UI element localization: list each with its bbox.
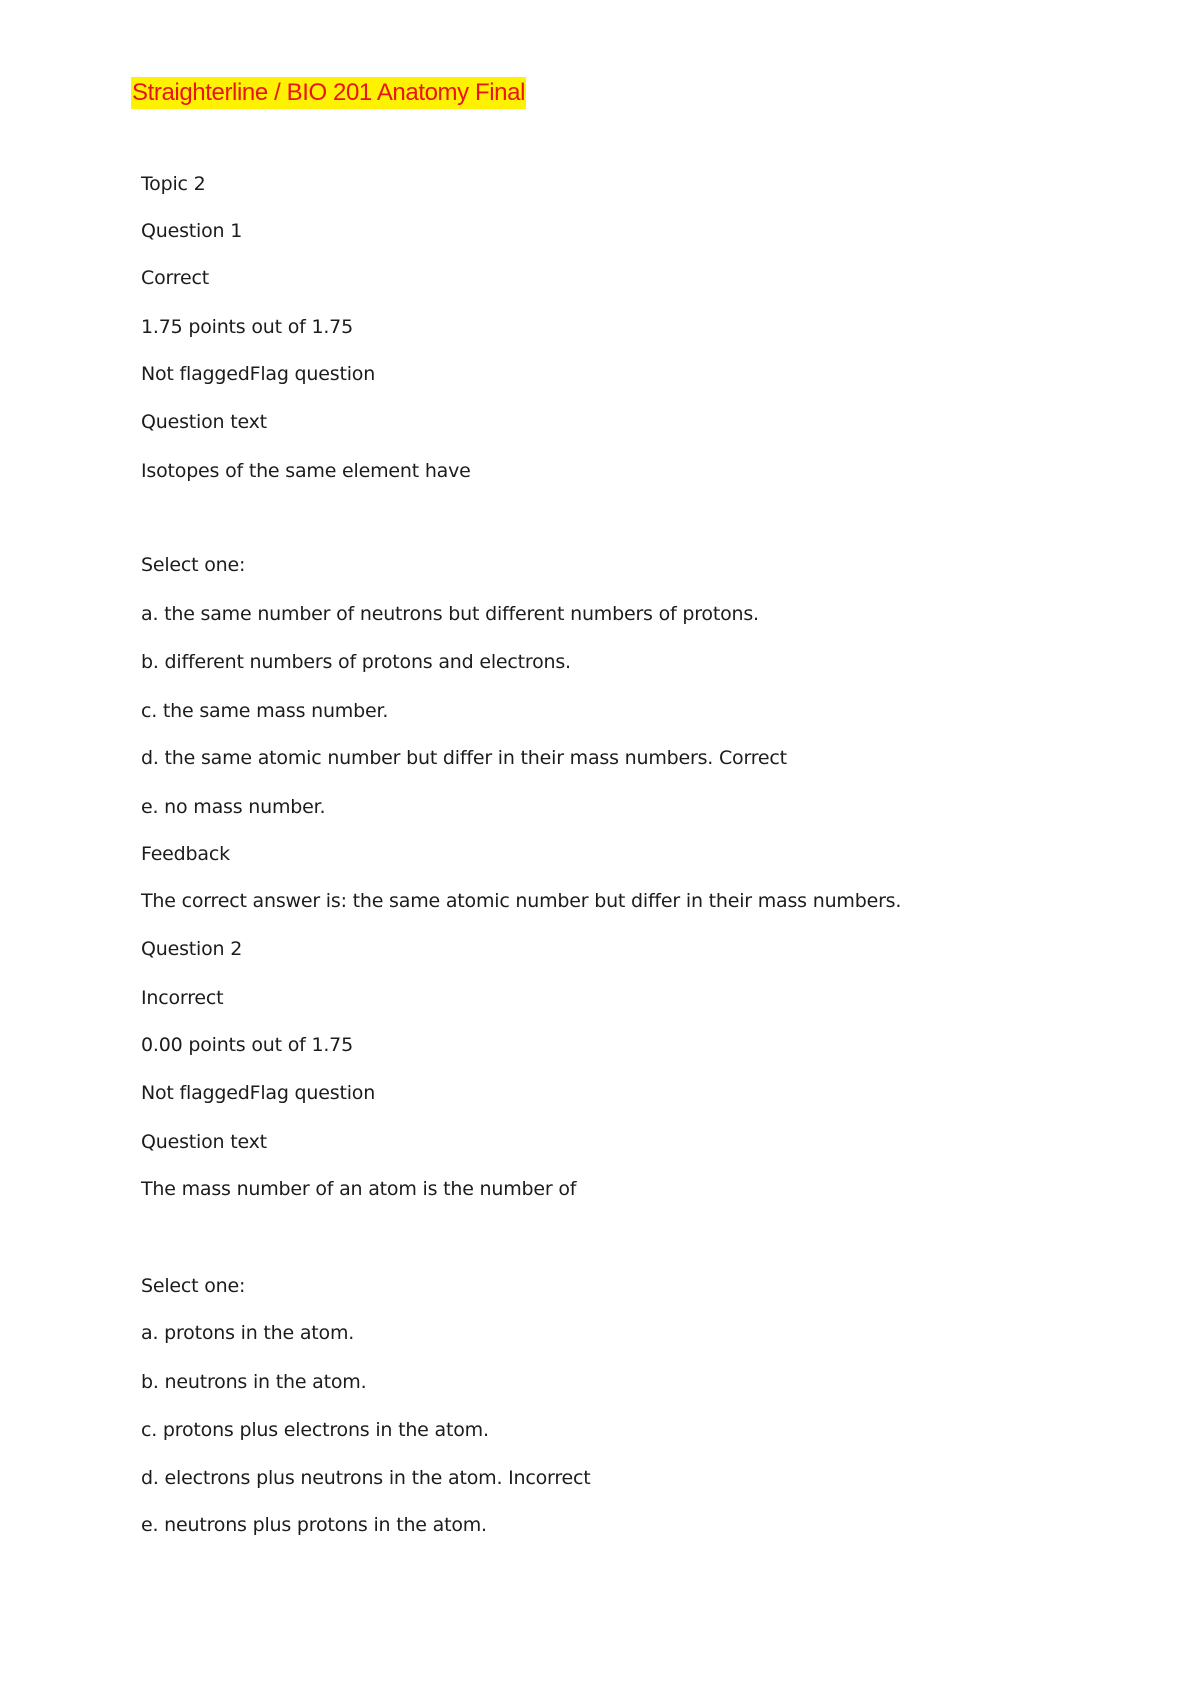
question-1-option-c: c. the same mass number. bbox=[141, 700, 389, 722]
question-1-status: Correct bbox=[141, 267, 209, 289]
question-2-option-c: c. protons plus electrons in the atom. bbox=[141, 1419, 489, 1441]
question-1-select-label: Select one: bbox=[141, 554, 246, 576]
question-2-prompt: The mass number of an atom is the number of bbox=[141, 1178, 577, 1200]
question-1-option-e: e. no mass number. bbox=[141, 796, 326, 818]
question-1-points: 1.75 points out of 1.75 bbox=[141, 316, 353, 338]
question-1-feedback: The correct answer is: the same atomic number but differ in their mass numbers. bbox=[141, 890, 902, 912]
question-1-prompt: Isotopes of the same element have bbox=[141, 460, 471, 482]
question-1-text-heading: Question text bbox=[141, 411, 267, 433]
question-2-flag: Not flaggedFlag question bbox=[141, 1082, 376, 1104]
question-1-flag: Not flaggedFlag question bbox=[141, 363, 376, 385]
question-1-option-d: d. the same atomic number but differ in their mass numbers. Correct bbox=[141, 747, 787, 769]
question-2-points: 0.00 points out of 1.75 bbox=[141, 1034, 353, 1056]
question-2-status: Incorrect bbox=[141, 987, 224, 1009]
question-2-option-d: d. electrons plus neutrons in the atom. Incorrect bbox=[141, 1467, 591, 1489]
question-1-feedback-heading: Feedback bbox=[141, 843, 230, 865]
question-2-option-e: e. neutrons plus protons in the atom. bbox=[141, 1514, 487, 1536]
question-1-option-a: a. the same number of neutrons but different numbers of protons. bbox=[141, 603, 759, 625]
topic-label: Topic 2 bbox=[141, 173, 206, 195]
question-2-option-a: a. protons in the atom. bbox=[141, 1322, 355, 1344]
document-title: Straighterline / BIO 201 Anatomy Final bbox=[131, 77, 526, 109]
question-2-text-heading: Question text bbox=[141, 1131, 267, 1153]
question-2-number: Question 2 bbox=[141, 938, 243, 960]
question-1-option-b: b. different numbers of protons and electrons. bbox=[141, 651, 571, 673]
question-2-select-label: Select one: bbox=[141, 1275, 246, 1297]
question-2-option-b: b. neutrons in the atom. bbox=[141, 1371, 367, 1393]
question-1-number: Question 1 bbox=[141, 220, 243, 242]
